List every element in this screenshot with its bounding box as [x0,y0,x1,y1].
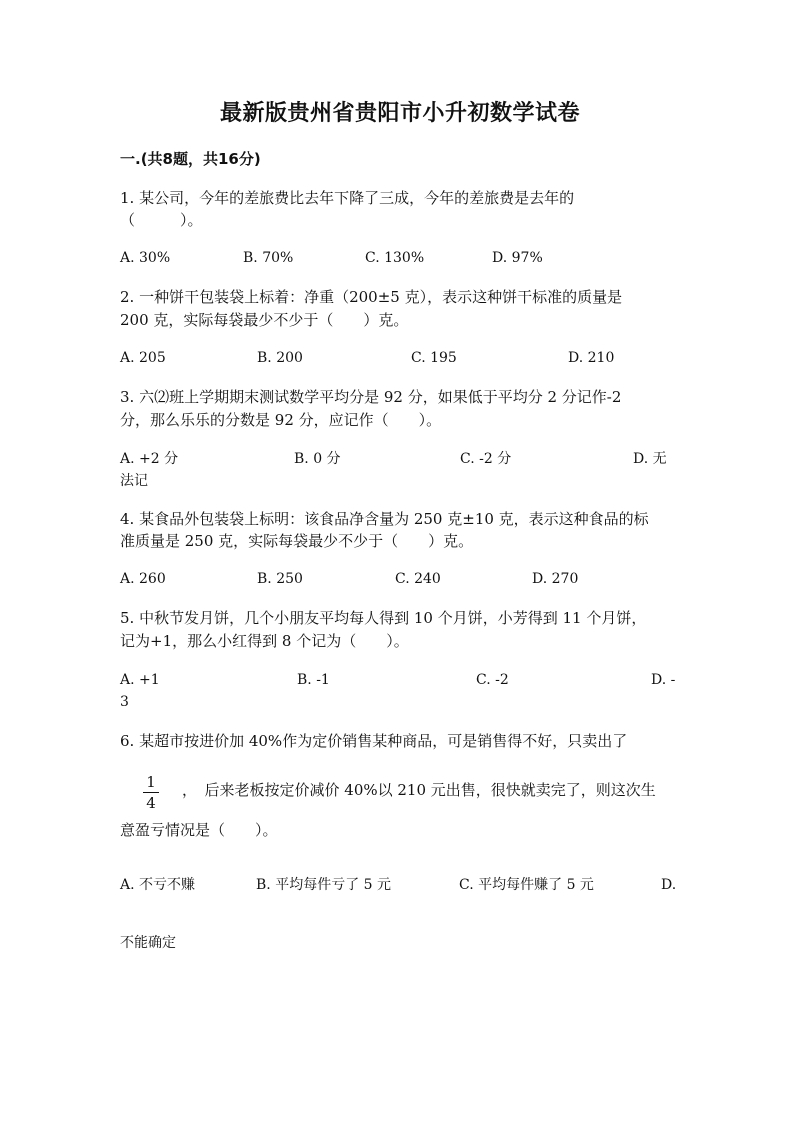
question-5-option-d-wrap: 3 [120,694,129,710]
question-5-line-1: 5. 中秋节发月饼，几个小朋友平均每人得到 10 个月饼，小芳得到 11 个月饼， [120,609,647,627]
fraction-denominator: 4 [146,794,156,812]
question-6-option-d-wrap: 不能确定 [120,935,176,951]
question-1-option-a: A. 30% [120,250,171,266]
question-6-option-c: C. 平均每件赚了 5 元 [459,877,594,893]
question-3-line-1: 3. 六⑵班上学期期末测试数学平均分是 92 分，如果低于平均分 2 分记作-2 [120,388,622,406]
question-1-option-d: D. 97% [492,250,543,266]
question-3-option-b: B. 0 分 [294,451,341,467]
question-1-line-1: 1. 某公司，今年的差旅费比去年下降了三成，今年的差旅费是去年的 [120,189,575,207]
question-2-option-b: B. 200 [257,350,303,366]
question-6-line-1: 6. 某超市按进价加 40%作为定价销售某种商品，可是销售得不好，只卖出了 [120,732,628,750]
question-2-option-a: A. 205 [120,350,166,366]
question-6-line-3: 意盈亏情况是（ ）。 [120,821,278,839]
question-5-option-a: A. +1 [120,672,160,688]
question-5-option-d: D. - [651,672,676,688]
question-1-option-c: C. 130% [365,250,425,266]
question-2-line-1: 2. 一种饼干包装袋上标着：净重（200±5 克），表示这种饼干标准的质量是 [120,288,623,306]
question-4-option-d: D. 270 [532,571,579,587]
fraction-one-quarter [143,773,159,812]
question-6-option-b: B. 平均每件亏了 5 元 [256,877,391,893]
question-4-option-c: C. 240 [395,571,441,587]
fraction-numerator: 1 [146,773,156,791]
question-4-option-b: B. 250 [257,571,303,587]
question-6-line-2: ， 后来老板按定价减价 40%以 210 元出售，很快就卖完了，则这次生 [182,781,656,799]
question-2-option-d: D. 210 [568,350,615,366]
question-3-option-a: A. +2 分 [120,451,179,467]
question-1-line-2: （ ）。 [120,211,203,229]
question-5-option-c: C. -2 [476,672,509,688]
question-4-option-a: A. 260 [120,571,166,587]
question-2-option-c: C. 195 [411,350,457,366]
question-6-option-a: A. 不亏不赚 [120,877,196,893]
section-heading: 一.(共8题，共16分) [120,150,261,168]
fraction-bar [143,792,159,793]
question-2-line-2: 200 克，实际每袋最少不少于（ ）克。 [120,311,409,329]
question-4-line-1: 4. 某食品外包装袋上标明：该食品净含量为 250 克±10 克，表示这种食品的标 [120,510,649,528]
question-1-option-b: B. 70% [243,250,294,266]
question-6-option-d: D. [661,877,677,893]
question-3-line-2: 分，那么乐乐的分数是 92 分，应记作（ ）。 [120,411,442,429]
page-title: 最新版贵州省贵阳市小升初数学试卷 [219,101,580,126]
question-4-line-2: 准质量是 250 克，实际每袋最少不少于（ ）克。 [120,532,474,550]
question-3-option-d: D. 无 [633,451,667,467]
question-5-option-b: B. -1 [297,672,330,688]
question-3-option-c: C. -2 分 [460,451,512,467]
question-5-line-2: 记为+1，那么小红得到 8 个记为（ ）。 [120,632,409,650]
question-3-option-d-wrap: 法记 [120,473,148,489]
